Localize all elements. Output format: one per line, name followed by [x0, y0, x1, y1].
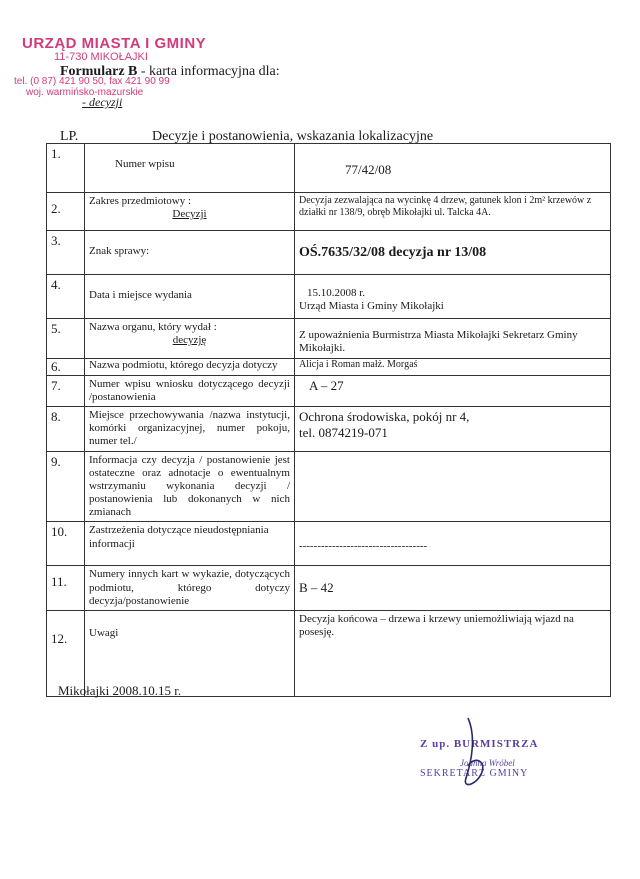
stamp-line-office: URZĄD MIASTA I GMINY — [22, 35, 207, 52]
row-label: Data i miejsce wydania — [85, 275, 295, 319]
form-title — [60, 64, 280, 80]
row-number: 4. — [47, 275, 85, 319]
signature-stamp — [420, 738, 538, 779]
info-table — [46, 143, 611, 697]
form-label: Formularz — [60, 64, 125, 79]
row-value — [295, 451, 611, 522]
row-number: 3. — [47, 231, 85, 275]
form-subtitle: - decyzji — [82, 95, 123, 109]
row-label: Numer wpisu — [85, 144, 295, 193]
stamp-line-region: woj. warmińsko-mazurskie — [26, 86, 144, 98]
handwritten-signature — [438, 716, 498, 806]
row-value: Ochrona środowiska, pokój nr 4, tel. 0874219-071 — [295, 406, 611, 451]
row-label: Zastrzeżenia dotyczące nieudostępniania informacji — [85, 522, 295, 566]
row-value: A – 27 — [295, 375, 611, 406]
row-number: 2. — [47, 193, 85, 231]
signature-line-title: SEKRETARZ GMINY — [420, 768, 529, 779]
row-number: 9. — [47, 451, 85, 522]
row-value: Alicja i Roman małż. Morgaś — [295, 359, 611, 376]
form-title-rest: - karta informacyjna dla: — [137, 64, 280, 79]
table-row — [47, 522, 611, 566]
row-value: 15.10.2008 r. Urząd Miasta i Gminy Mikołajki — [295, 275, 611, 319]
row-label: Uwagi — [85, 611, 295, 697]
row-value: 77/42/08 — [295, 144, 611, 193]
row-value: Decyzja końcowa – drzewa i krzewy uniemożliwiają wjazd na posesję. — [295, 611, 611, 697]
lp-column-header: LP. — [60, 129, 79, 144]
row-value: Decyzja zezwalająca na wycinkę 4 drzew, gatunek klon i 2m² krzewów z działki nr 138/9, obręb Mikołajki ul. Talcka 4A. — [295, 193, 611, 231]
row-label: Numery innych kart w wykazie, dotyczących podmiotu, którego dotyczy decyzja/postanowienie — [85, 566, 295, 611]
row-label: Informacja czy decyzja / postanowienie jest ostateczne oraz adnotacje o ewentualnym wstrzymaniu wykonania decyzji / postanowienia lub dokonanych w nich zmianach — [85, 451, 295, 522]
table-row — [47, 375, 611, 406]
table-row — [47, 231, 611, 275]
signature-line-name: Joanna Wróbel — [460, 758, 515, 768]
form-letter: B — [128, 64, 138, 79]
row-value: B – 42 — [295, 566, 611, 611]
stamp-line-phone: tel. (0 87) 421 90 50, fax 421 90 99 — [14, 76, 170, 88]
row-number: 12. — [47, 611, 85, 697]
table-row — [47, 193, 611, 231]
table-row — [47, 319, 611, 359]
table-row — [47, 566, 611, 611]
row-number: 8. — [47, 406, 85, 451]
row-label: Nazwa organu, który wydał : decyzję — [85, 319, 295, 359]
row-label: Miejsce przechowywania /nazwa instytucji, komórki organizacyjnej, numer pokoju, numer tel./ — [85, 406, 295, 451]
stamp-line-address: 11-730 MIKOŁAJKI — [54, 50, 148, 63]
row-value: Z upoważnienia Burmistrza Miasta Mikołajki Sekretarz Gminy Mikołajki. — [295, 319, 611, 359]
row-number: 1. — [47, 144, 85, 193]
row-number: 7. — [47, 375, 85, 406]
row-number: 5. — [47, 319, 85, 359]
section-title: Decyzje i postanowienia, wskazania lokalizacyjne — [152, 129, 434, 144]
row-label: Numer wpisu wniosku dotyczącego decyzji /postanowienia — [85, 375, 295, 406]
place-and-date: Mikołajki 2008.10.15 r. — [58, 683, 182, 698]
row-number: 10. — [47, 522, 85, 566]
signature-line-authority: Z up. BURMISTRZA — [420, 738, 539, 750]
row-label: Znak sprawy: — [85, 231, 295, 275]
table-row — [47, 144, 611, 193]
row-number: 11. — [47, 566, 85, 611]
row-value: OŚ.7635/32/08 decyzja nr 13/08 — [295, 231, 611, 275]
row-value: ----------------------------------- — [295, 522, 611, 566]
table-row — [47, 275, 611, 319]
row-number: 6. — [47, 359, 85, 376]
row-label: Nazwa podmiotu, którego decyzja dotyczy — [85, 359, 295, 376]
table-row — [47, 359, 611, 376]
row-label: Zakres przedmiotowy : Decyzji — [85, 193, 295, 231]
table-row — [47, 451, 611, 522]
table-row — [47, 406, 611, 451]
